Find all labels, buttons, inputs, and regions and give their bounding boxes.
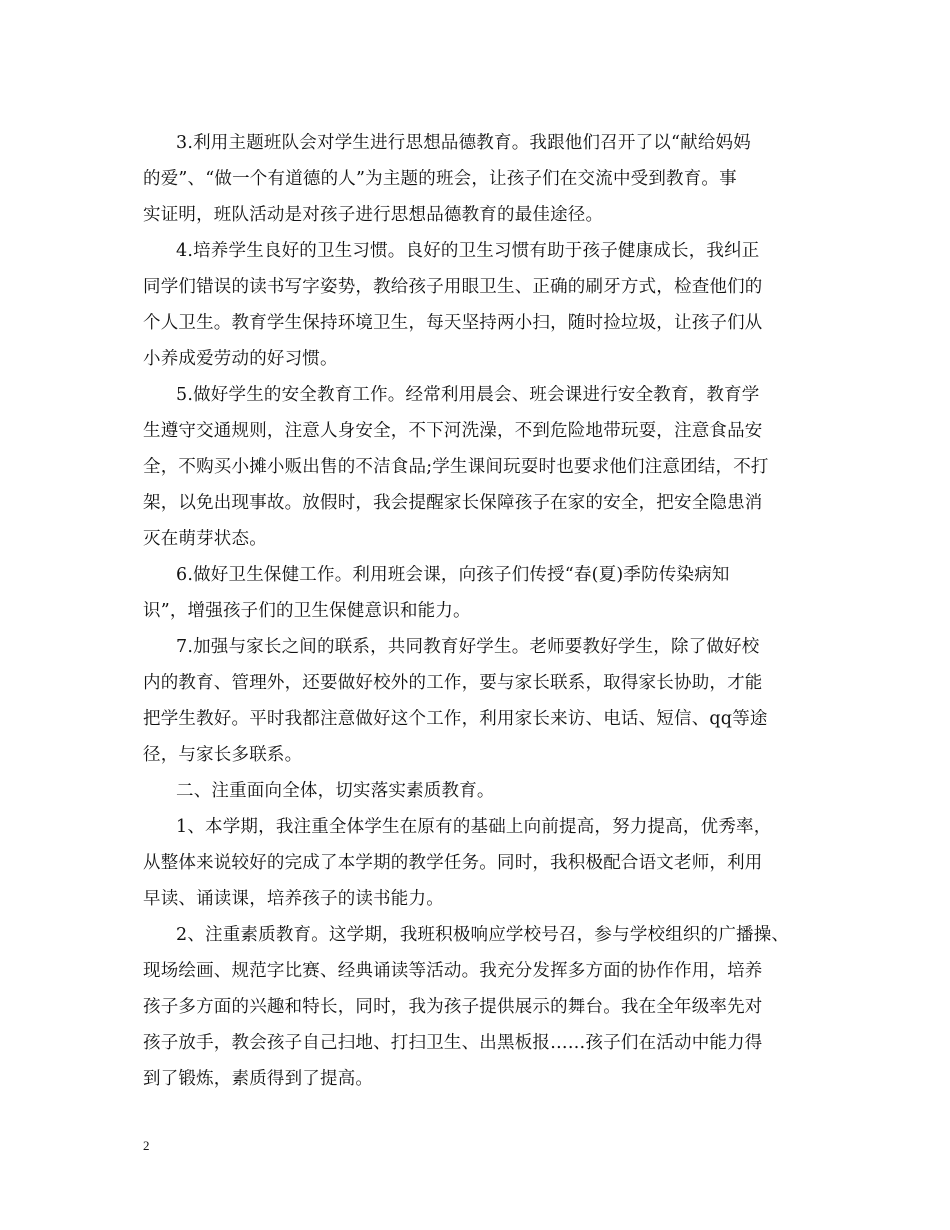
text-line-03: 实证明，班队活动是对孩子进行思想品德教育的最佳途径。 <box>143 205 604 225</box>
text-line-23: 2、注重素质教育。这学期，我班积极响应学校号召，参与学校组织的广播操、 <box>176 925 790 945</box>
text-line-14: 识”，增强孩子们的卫生保健意识和能力。 <box>143 601 471 621</box>
text-line-13: 6.做好卫生保健工作。利用班会课，向孩子们传授“春(夏)季防传染病知 <box>176 565 730 585</box>
text-line-06: 个人卫生。教育学生保持环境卫生，每天坚持两小扫，随时捡垃圾，让孩子们从 <box>143 313 763 333</box>
text-line-27: 到了锻炼，素质得到了提高。 <box>143 1069 374 1089</box>
text-line-12: 灭在萌芽状态。 <box>143 529 267 549</box>
text-line-22: 早读、诵读课，培养孩子的读书能力。 <box>143 889 444 909</box>
section-heading: 二、注重面向全体，切实落实素质教育。 <box>176 781 495 801</box>
text-line-18: 径，与家长多联系。 <box>143 745 303 765</box>
text-line-26: 孩子放手，教会孩子自己扫地、打扫卫生、出黑板报……孩子们在活动中能力得 <box>143 1033 763 1053</box>
text-line-17: 把学生教好。平时我都注意做好这个工作，利用家长来访、电话、短信、qq等途 <box>143 709 768 729</box>
text-line-10: 全，不购买小摊小贩出售的不洁食品;学生课间玩耍时也要求他们注意团结，不打 <box>143 457 769 477</box>
text-line-07: 小养成爱劳动的好习惯。 <box>143 349 338 369</box>
text-line-04: 4.培养学生良好的卫生习惯。良好的卫生习惯有助于孩子健康成长，我纠正 <box>176 241 760 261</box>
text-line-16: 内的教育、管理外，还要做好校外的工作，要与家长联系，取得家长协助，才能 <box>143 673 763 693</box>
text-line-05: 同学们错误的读书写字姿势，教给孩子用眼卫生、正确的刷牙方式，检查他们的 <box>143 277 763 297</box>
text-line-08: 5.做好学生的安全教育工作。经常利用晨会、班会课进行安全教育，教育学 <box>176 385 760 405</box>
text-line-11: 架，以免出现事故。放假时，我会提醒家长保障孩子在家的安全，把安全隐患消 <box>143 493 763 513</box>
page-number: 2 <box>143 1138 150 1153</box>
text-line-25: 孩子多方面的兴趣和特长，同时，我为孩子提供展示的舞台。我在全年级率先对 <box>143 997 763 1017</box>
text-line-02: 的爱”、“做一个有道德的人”为主题的班会，让孩子们在交流中受到教育。事 <box>143 169 737 189</box>
text-line-20: 1、本学期，我注重全体学生在原有的基础上向前提高，努力提高，优秀率， <box>176 817 772 837</box>
text-line-09: 生遵守交通规则，注意人身安全，不下河洗澡，不到危险地带玩耍，注意食品安 <box>143 421 763 441</box>
text-line-24: 现场绘画、规范字比赛、经典诵读等活动。我充分发挥多方面的协作作用，培养 <box>143 961 763 981</box>
text-line-01: 3.利用主题班队会对学生进行思想品德教育。我跟他们召开了以“献给妈妈 <box>176 133 751 153</box>
text-line-15: 7.加强与家长之间的联系，共同教育好学生。老师要教好学生，除了做好校 <box>176 637 760 657</box>
text-line-21: 从整体来说较好的完成了本学期的教学任务。同时，我积极配合语文老师，利用 <box>143 853 763 873</box>
